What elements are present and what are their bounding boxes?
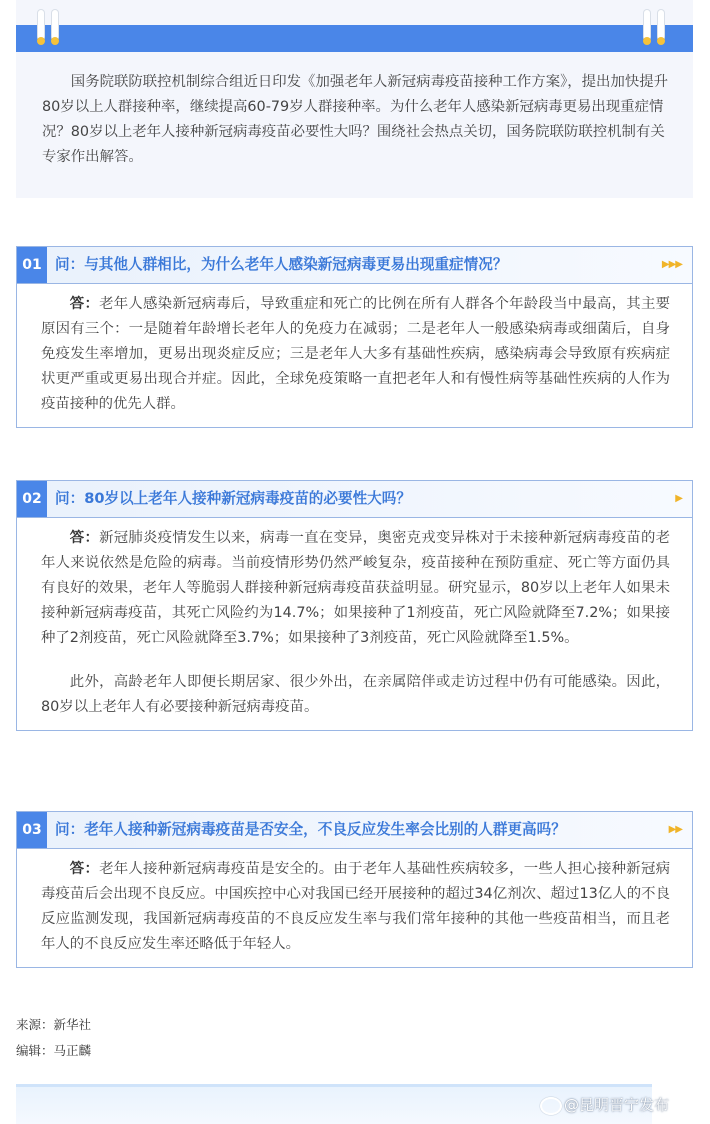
answer-body <box>17 517 692 730</box>
answer-body <box>17 283 692 427</box>
question-text: 问：与其他人群相比，为什么老年人感染新冠病毒更易出现重症情况？ <box>55 256 508 273</box>
triple-arrow-icon: ▶▶▶ <box>661 259 682 270</box>
double-arrow-icon: ▶▶ <box>668 824 682 835</box>
answer-text: 老年人接种新冠病毒疫苗是安全的。由于老年人基础性疾病较多，一些人担心接种新冠病毒疫苗后会出现不良反应。中国疾控中心对我国已经开展接种的超过34亿剂次、超过13亿人的不良反应监测发现，我国新冠病毒疫苗的不良反应发生率与我们常年接种的其他一些疫苗相当，而且老年人的不良反应发生率还略低于年轻人。 <box>41 861 670 952</box>
qa-card-1 <box>16 246 693 428</box>
arrow-icon: ▶ <box>675 493 682 504</box>
editor-line: 编辑：马正麟 <box>16 1043 92 1058</box>
question-bar <box>17 247 692 283</box>
question-bar <box>17 481 692 517</box>
question-text: 问：80岁以上老年人接种新冠病毒疫苗的必要性大吗？ <box>55 490 411 507</box>
binder-clip-icon <box>658 10 664 40</box>
question-number: 01 <box>17 247 47 283</box>
question-number: 03 <box>17 812 47 848</box>
answer-paragraph <box>41 292 670 417</box>
qa-card-2 <box>16 480 693 731</box>
weibo-icon <box>540 1097 562 1115</box>
binder-clip-icon <box>38 10 44 40</box>
question-number: 02 <box>17 481 47 517</box>
source-line: 来源：新华社 <box>16 1017 92 1032</box>
answer-lead: 答： <box>69 530 100 546</box>
question-text: 问：老年人接种新冠病毒疫苗是否安全，不良反应发生率会比别的人群更高吗？ <box>55 821 566 838</box>
watermark-text: @昆明晋宁发布 <box>564 1096 670 1114</box>
answer-lead: 答： <box>69 296 100 312</box>
answer-lead: 答： <box>69 861 100 877</box>
answer-text: 老年人感染新冠病毒后，导致重症和死亡的比例在所有人群各个年龄段当中最高，其主要原因有三个：一是随着年龄增长老年人的免疫力在减弱；二是老年人一般感染病毒或细菌后，自身免疫发生率增加，更易出现炎症反应；三是老年人大多有基础性疾病，感染病毒会导致原有疾病症状更严重或更易出现合并症。因此，全球免疫策略一直把老年人和有慢性病等基础性疾病的人作为疫苗接种的优先人群。 <box>41 296 670 412</box>
binder-clip-icon <box>52 10 58 40</box>
qa-card-3 <box>16 811 693 968</box>
weibo-watermark <box>540 1094 669 1115</box>
intro-card <box>16 0 693 198</box>
answer-body <box>17 848 692 967</box>
answer-paragraph <box>41 526 670 651</box>
intro-paragraph: 国务院联防联控机制综合组近日印发《加强老年人新冠病毒疫苗接种工作方案》，提出加快提升80岁以上人群接种率，继续提高60-79岁人群接种率。为什么老年人感染新冠病毒更易出现重症情况？80岁以上老年人接种新冠病毒疫苗必要性大吗？围绕社会热点关切，国务院联防联控机制有关专家作出解答。 <box>42 74 669 165</box>
intro-header-bar <box>16 25 693 52</box>
binder-clip-icon <box>644 10 650 40</box>
question-bar <box>17 812 692 848</box>
answer-paragraph-extra: 此外，高龄老年人即便长期居家、很少外出，在亲属陪伴或走访过程中仍有可能感染。因此，80岁以上老年人有必要接种新冠病毒疫苗。 <box>41 674 670 715</box>
answer-text: 新冠肺炎疫情发生以来，病毒一直在变异，奥密克戎变异株对于未接种新冠病毒疫苗的老年人来说依然是危险的病毒。当前疫情形势仍然严峻复杂，疫苗接种在预防重症、死亡等方面仍具有良好的效果，老年人等脆弱人群接种新冠病毒疫苗获益明显。研究显示，80岁以上老年人如果未接种新冠病毒疫苗，其死亡风险约为14.7%；如果接种了1剂疫苗，死亡风险就降至7.2%；如果接种了2剂疫苗，死亡风险就降至3.7%；如果接种了3剂疫苗，死亡风险就降至1.5%。 <box>41 530 670 646</box>
answer-paragraph <box>41 857 670 957</box>
